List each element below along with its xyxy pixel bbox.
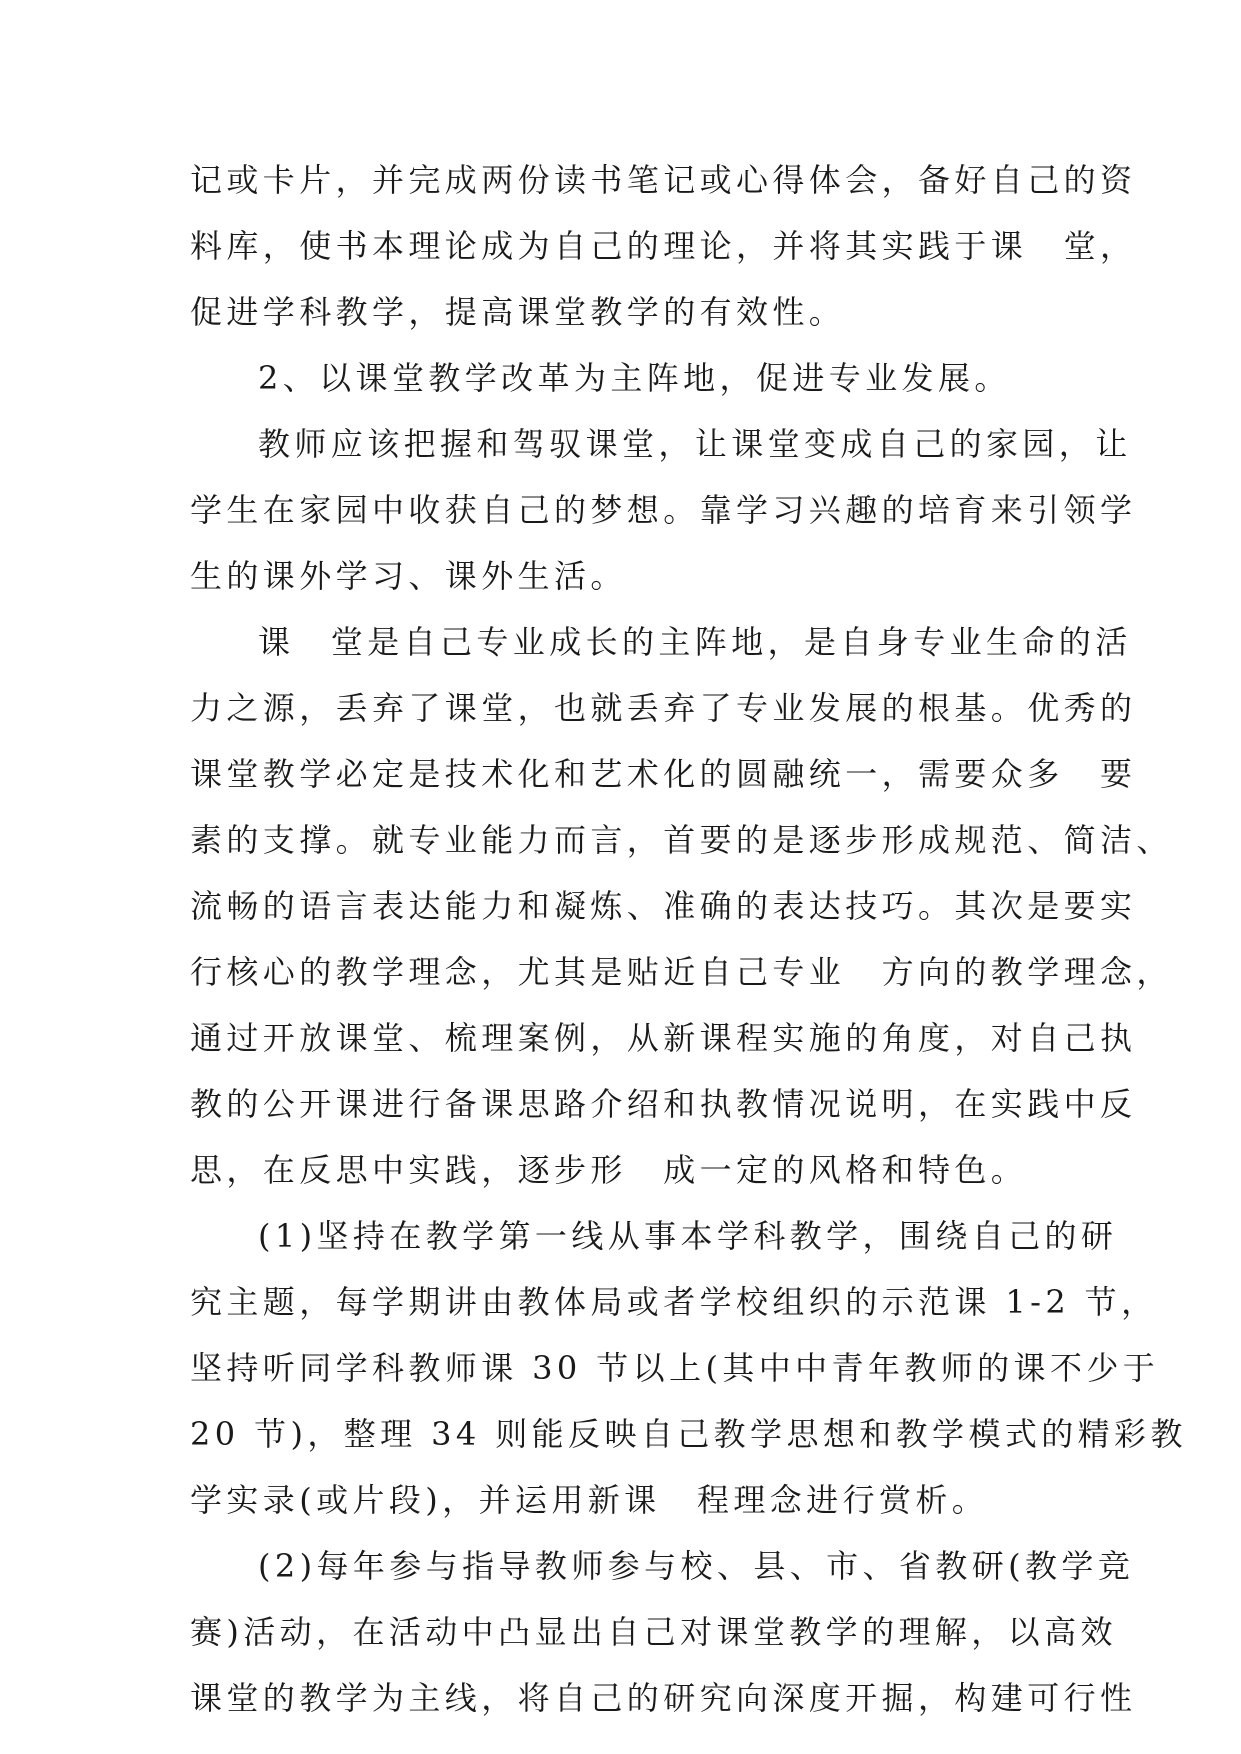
text-line: 记或卡片，并完成两份读书笔记或心得体会，备好自己的资	[190, 161, 1137, 199]
text-line: 生的课外学习、课外生活。	[190, 557, 627, 595]
text-line: 学实录(或片段)，并运用新课 程理念进行赏析。	[190, 1481, 989, 1519]
text-line: 课堂的教学为主线，将自己的研究向深度开掘，构建可行性	[190, 1679, 1137, 1717]
text-line: 坚持听同学科教师课 30 节以上(其中中青年教师的课不少于	[190, 1349, 1160, 1387]
text-line: 力之源，丢弃了课堂，也就丢弃了专业发展的根基。优秀的	[190, 689, 1137, 727]
text-line: 促进学科教学，提高课堂教学的有效性。	[190, 293, 846, 331]
text-line: 行核心的教学理念，尤其是贴近自己专业 方向的教学理念，	[190, 953, 1173, 991]
text-line: 究主题，每学期讲由教体局或者学校组织的示范课 1-2 节，	[190, 1283, 1158, 1321]
text-line: 学生在家园中收获自己的梦想。靠学习兴趣的培育来引领学	[190, 491, 1137, 529]
text-line: 教的公开课进行备课思路介绍和执教情况说明，在实践中反	[190, 1085, 1137, 1123]
section-heading: 2、以课堂教学改革为主阵地，促进专业发展。	[258, 359, 1011, 397]
paragraph-start-line: 教师应该把握和驾驭课堂，让课堂变成自己的家园，让	[258, 425, 1132, 463]
list-item-start-line: (1)坚持在教学第一线从事本学科教学，围绕自己的研	[258, 1217, 1118, 1255]
text-line: 通过开放课堂、梳理案例，从新课程实施的角度，对自己执	[190, 1019, 1137, 1057]
text-line: 料库，使书本理论成为自己的理论，并将其实践于课 堂，	[190, 227, 1137, 265]
paragraph-start-line: 课 堂是自己专业成长的主阵地，是自身专业生命的活	[258, 623, 1132, 661]
text-line: 流畅的语言表达能力和凝炼、准确的表达技巧。其次是要实	[190, 887, 1137, 925]
text-line: 课堂教学必定是技术化和艺术化的圆融统一，需要众多 要	[190, 755, 1137, 793]
list-item-start-line: (2)每年参与指导教师参与校、县、市、省教研(教学竞	[258, 1547, 1135, 1585]
text-line: 赛)活动，在活动中凸显出自己对课堂教学的理解，以高效	[190, 1613, 1117, 1651]
text-line: 20 节)，整理 34 则能反映自己教学思想和教学模式的精彩教	[190, 1415, 1187, 1453]
text-line: 思，在反思中实践，逐步形 成一定的风格和特色。	[190, 1151, 1028, 1189]
document-body	[190, 147, 1187, 1731]
text-line: 素的支撑。就专业能力而言，首要的是逐步形成规范、简洁、	[190, 821, 1173, 859]
